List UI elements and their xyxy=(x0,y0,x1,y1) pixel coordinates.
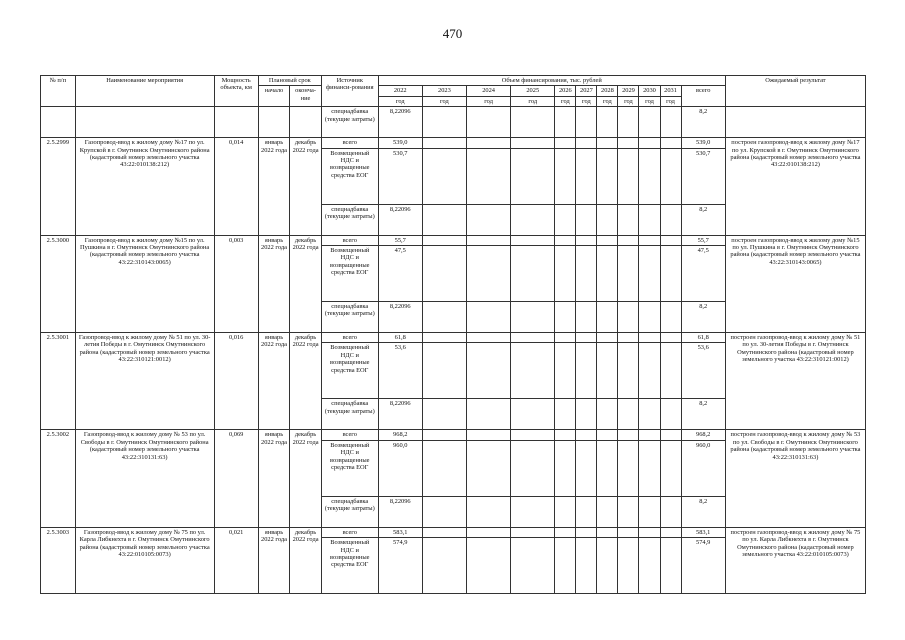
value-empty xyxy=(618,496,639,527)
value-empty xyxy=(576,235,597,245)
item-result: построен газопровод-ввод к жилому дому № 53 по ул. Свободы в г. Омутнинск Омутнинского района (кадастровый номер земельного участка 43:22:310131:63) xyxy=(725,430,865,527)
value-empty xyxy=(576,440,597,496)
value-empty xyxy=(555,138,576,148)
item-start: январь 2022 года xyxy=(258,333,290,430)
value-2022: 968,2 xyxy=(378,430,422,440)
header-year-unit: год xyxy=(378,96,422,106)
value-empty xyxy=(597,527,618,537)
source-cell: всего xyxy=(321,138,378,148)
value-empty xyxy=(467,527,511,537)
value-empty xyxy=(422,343,466,399)
value-empty xyxy=(576,333,597,343)
value-empty xyxy=(618,148,639,204)
source-cell: спецнадбавка (текущие затраты) xyxy=(321,204,378,235)
value-empty xyxy=(576,538,597,594)
value-empty xyxy=(467,204,511,235)
value-empty xyxy=(422,527,466,537)
source-cell: всего xyxy=(321,235,378,245)
header-year: 2028 xyxy=(597,86,618,96)
value-empty xyxy=(618,302,639,333)
value-empty xyxy=(660,302,681,333)
header-period-start: начало xyxy=(258,86,290,107)
item-start: январь 2022 года xyxy=(258,527,290,593)
value-empty xyxy=(555,148,576,204)
header-volume: Объем финансирования, тыс. рублей xyxy=(378,76,725,86)
value-empty xyxy=(555,496,576,527)
header-year: 2026 xyxy=(555,86,576,96)
value-2022: 530,7 xyxy=(378,148,422,204)
value-empty xyxy=(511,440,555,496)
value-empty xyxy=(422,440,466,496)
value-empty xyxy=(576,246,597,302)
header-total: всего xyxy=(681,86,725,107)
value-2022: 53,6 xyxy=(378,343,422,399)
value-2022: 8,22096 xyxy=(378,204,422,235)
value-empty xyxy=(639,538,660,594)
item-end: декабрь 2022 года xyxy=(290,333,322,430)
value-total: 47,5 xyxy=(681,246,725,302)
item-row xyxy=(41,235,866,245)
value-empty xyxy=(511,496,555,527)
value-empty xyxy=(597,204,618,235)
value-empty xyxy=(576,496,597,527)
value-empty xyxy=(639,302,660,333)
item-row xyxy=(41,138,866,148)
value-empty xyxy=(639,138,660,148)
value-empty xyxy=(618,333,639,343)
source-cell: Возмещенный НДС и возвращенные средства ЕОГ xyxy=(321,148,378,204)
value-empty xyxy=(511,302,555,333)
item-row xyxy=(41,430,866,440)
value-total: 8,2 xyxy=(681,204,725,235)
item-result: построен газопровод-ввод к жилому дому №17 по ул. Крупской в г. Омутнинск Омутнинского района (кадастровый номер земельного участка 43:22:010138:212) xyxy=(725,138,865,235)
value-empty xyxy=(576,148,597,204)
source-cell: Возмещенный НДС и возвращенные средства ЕОГ xyxy=(321,538,378,594)
value-empty xyxy=(597,343,618,399)
item-end: декабрь 2022 года xyxy=(290,430,322,527)
source-cell: Возмещенный НДС и возвращенные средства ЕОГ xyxy=(321,343,378,399)
value-empty xyxy=(511,138,555,148)
value-empty xyxy=(422,302,466,333)
value-2022: 47,5 xyxy=(378,246,422,302)
item-end: декабрь 2022 года xyxy=(290,235,322,332)
value-2022: 539,0 xyxy=(378,138,422,148)
value-empty xyxy=(597,440,618,496)
item-row xyxy=(41,527,866,537)
header-num: № п/п xyxy=(41,76,76,107)
header-period-end: оконча-ние xyxy=(290,86,322,107)
value-total: 61,8 xyxy=(681,333,725,343)
value-empty xyxy=(467,538,511,594)
value-2022: 960,0 xyxy=(378,440,422,496)
value-empty xyxy=(422,430,466,440)
value-empty xyxy=(422,204,466,235)
value-empty xyxy=(467,440,511,496)
value-empty xyxy=(597,138,618,148)
header-year: 2023 xyxy=(422,86,466,96)
item-name: Газопровод-ввод к жилому дому № 53 по ул. Свободы в г. Омутнинск Омутнинского района (кадастровый номер земельного участка 43:22:310131:63) xyxy=(75,430,214,527)
value-empty xyxy=(422,235,466,245)
item-result: построен газопровод-ввод к жилому дому № 51 по ул. 30-летия Победы в г. Омутнинск Омутнинского района (кадастровый номер земельного участка 43:22:310121:0012) xyxy=(725,333,865,430)
header-year: 2025 xyxy=(511,86,555,96)
header-source: Источник финанси-рования xyxy=(321,76,378,107)
value-empty xyxy=(511,204,555,235)
value-total: 55,7 xyxy=(681,235,725,245)
header-year: 2031 xyxy=(660,86,681,96)
value-empty xyxy=(511,148,555,204)
source-cell: Возмещенный НДС и возвращенные средства ЕОГ xyxy=(321,440,378,496)
value-empty xyxy=(639,204,660,235)
value-empty xyxy=(555,538,576,594)
value-empty xyxy=(660,430,681,440)
value-empty xyxy=(422,333,466,343)
table-header xyxy=(41,76,866,107)
financing-table xyxy=(40,75,866,594)
value-empty xyxy=(639,399,660,430)
value-empty xyxy=(576,527,597,537)
value-empty xyxy=(597,246,618,302)
value-empty xyxy=(639,235,660,245)
value-total: 8,2 xyxy=(681,107,725,138)
header-year-unit: год xyxy=(555,96,576,106)
page-number: 470 xyxy=(442,26,463,41)
item-name: Газопровод-ввод к жилому дому № 51 по ул. 30-летия Победы в г. Омутнинск Омутнинского района (кадастровый номер земельного участка 43:22:310121:0012) xyxy=(75,333,214,430)
carry-row xyxy=(41,107,866,138)
value-empty xyxy=(467,343,511,399)
value-2022: 8,22096 xyxy=(378,302,422,333)
header-year: 2030 xyxy=(639,86,660,96)
header-year: 2029 xyxy=(618,86,639,96)
source-cell: спецнадбавка (текущие затраты) xyxy=(321,496,378,527)
value-empty xyxy=(597,302,618,333)
value-empty xyxy=(467,399,511,430)
value-total: 968,2 xyxy=(681,430,725,440)
value-empty xyxy=(597,235,618,245)
value-empty xyxy=(660,496,681,527)
value-2022: 61,8 xyxy=(378,333,422,343)
value-empty xyxy=(597,333,618,343)
value-empty xyxy=(660,148,681,204)
value-total: 8,2 xyxy=(681,496,725,527)
item-capacity: 0,021 xyxy=(214,527,258,593)
value-empty xyxy=(639,440,660,496)
value-empty xyxy=(511,343,555,399)
header-year: 2022 xyxy=(378,86,422,96)
header-year-unit: год xyxy=(639,96,660,106)
header-year-unit: год xyxy=(597,96,618,106)
item-name: Газопровод-ввод к жилому дому № 75 по ул. Карла Либкнехта в г. Омутнинск Омутнинского района (кадастровый номер земельного участка 43:22:010105:0073) xyxy=(75,527,214,593)
value-total: 574,9 xyxy=(681,538,725,594)
value-empty xyxy=(618,430,639,440)
header-result: Ожидаемый результат xyxy=(725,76,865,107)
value-empty xyxy=(597,538,618,594)
value-empty xyxy=(660,333,681,343)
value-empty xyxy=(555,302,576,333)
value-empty xyxy=(467,148,511,204)
value-empty xyxy=(576,204,597,235)
value-empty xyxy=(467,138,511,148)
value-empty xyxy=(639,246,660,302)
value-empty xyxy=(555,343,576,399)
value-empty xyxy=(511,538,555,594)
source-cell: всего xyxy=(321,333,378,343)
value-empty xyxy=(555,246,576,302)
value-empty xyxy=(511,333,555,343)
value-2022: 8,22096 xyxy=(378,496,422,527)
value-empty xyxy=(422,148,466,204)
value-empty xyxy=(422,138,466,148)
value-total: 530,7 xyxy=(681,148,725,204)
value-empty xyxy=(618,527,639,537)
header-capacity: Мощность объекта, км xyxy=(214,76,258,107)
value-empty xyxy=(467,496,511,527)
value-empty xyxy=(639,333,660,343)
item-name: Газопровод-ввод к жилому дому №15 по ул. Пушкина в г. Омутнинск Омутнинского района (кадастровый номер земельного участка 43:22:310143:0065) xyxy=(75,235,214,332)
value-empty xyxy=(660,235,681,245)
value-2022: 583,1 xyxy=(378,527,422,537)
item-number: 2.5.3003 xyxy=(41,527,76,593)
header-year: 2027 xyxy=(576,86,597,96)
header-year-unit: год xyxy=(422,96,466,106)
value-empty xyxy=(618,538,639,594)
value-total: 960,0 xyxy=(681,440,725,496)
value-empty xyxy=(511,430,555,440)
item-name: Газопровод-ввод к жилому дому №17 по ул. Крупской в г. Омутнинск Омутнинского района (кадастровый номер земельного участка 43:22:010138:212) xyxy=(75,138,214,235)
value-empty xyxy=(660,204,681,235)
value-empty xyxy=(555,430,576,440)
item-end: декабрь 2022 года xyxy=(290,527,322,593)
value-empty xyxy=(467,235,511,245)
value-empty xyxy=(555,440,576,496)
value-empty xyxy=(639,496,660,527)
source-cell: всего xyxy=(321,527,378,537)
item-start: январь 2022 года xyxy=(258,430,290,527)
value-total: 8,2 xyxy=(681,399,725,430)
value-empty xyxy=(618,440,639,496)
value-empty xyxy=(660,440,681,496)
value-empty xyxy=(555,399,576,430)
source-cell: Возмещенный НДС и возвращенные средства ЕОГ xyxy=(321,246,378,302)
value-empty xyxy=(422,538,466,594)
value-empty xyxy=(555,333,576,343)
item-capacity: 0,069 xyxy=(214,430,258,527)
value-empty xyxy=(576,138,597,148)
value-empty xyxy=(511,246,555,302)
header-year-unit: год xyxy=(511,96,555,106)
source-cell: спецнадбавка (текущие затраты) xyxy=(321,107,378,138)
value-empty xyxy=(618,204,639,235)
value-empty xyxy=(576,302,597,333)
value-empty xyxy=(511,235,555,245)
value-empty xyxy=(618,246,639,302)
value-empty xyxy=(660,138,681,148)
value-empty xyxy=(576,343,597,399)
value-2022: 8,22096 xyxy=(378,399,422,430)
item-capacity: 0,014 xyxy=(214,138,258,235)
item-end: декабрь 2022 года xyxy=(290,138,322,235)
value-empty xyxy=(422,399,466,430)
table-body xyxy=(41,107,866,594)
value-empty xyxy=(660,399,681,430)
value-empty xyxy=(660,538,681,594)
value-empty xyxy=(467,333,511,343)
value-2022: 8,22096 xyxy=(378,107,422,138)
item-start: январь 2022 года xyxy=(258,138,290,235)
value-empty xyxy=(422,496,466,527)
value-empty xyxy=(422,246,466,302)
value-empty xyxy=(660,343,681,399)
value-empty xyxy=(555,527,576,537)
value-empty xyxy=(555,235,576,245)
value-empty xyxy=(597,148,618,204)
value-empty xyxy=(618,235,639,245)
value-empty xyxy=(639,148,660,204)
source-cell: спецнадбавка (текущие затраты) xyxy=(321,399,378,430)
value-empty xyxy=(618,343,639,399)
value-total: 53,6 xyxy=(681,343,725,399)
value-empty xyxy=(597,399,618,430)
item-capacity: 0,003 xyxy=(214,235,258,332)
source-cell: всего xyxy=(321,430,378,440)
value-total: 8,2 xyxy=(681,302,725,333)
value-empty xyxy=(660,527,681,537)
value-empty xyxy=(639,343,660,399)
header-year-unit: год xyxy=(618,96,639,106)
item-capacity: 0,016 xyxy=(214,333,258,430)
value-empty xyxy=(639,430,660,440)
value-total: 583,1 xyxy=(681,527,725,537)
value-empty xyxy=(511,527,555,537)
value-empty xyxy=(467,246,511,302)
value-empty xyxy=(467,302,511,333)
header-year-unit: год xyxy=(467,96,511,106)
value-empty xyxy=(555,204,576,235)
value-empty xyxy=(576,399,597,430)
value-total: 539,0 xyxy=(681,138,725,148)
value-2022: 55,7 xyxy=(378,235,422,245)
value-empty xyxy=(597,430,618,440)
source-cell: спецнадбавка (текущие затраты) xyxy=(321,302,378,333)
value-empty xyxy=(576,430,597,440)
header-year: 2024 xyxy=(467,86,511,96)
item-start: январь 2022 года xyxy=(258,235,290,332)
header-name: Наименование мероприятия xyxy=(75,76,214,107)
value-empty xyxy=(467,430,511,440)
item-number: 2.5.3002 xyxy=(41,430,76,527)
item-result: построен газопровод-ввод к жилому дому № 75 по ул. Карла Либкнехта в г. Омутнинск Омутнинского района (кадастровый номер земельного участка 43:22:010105:0073) xyxy=(725,527,865,593)
header-year-unit: год xyxy=(660,96,681,106)
item-number: 2.5.3001 xyxy=(41,333,76,430)
value-empty xyxy=(639,527,660,537)
value-empty xyxy=(618,138,639,148)
value-empty xyxy=(618,399,639,430)
item-number: 2.5.2999 xyxy=(41,138,76,235)
item-number: 2.5.3000 xyxy=(41,235,76,332)
header-period: Плановый срок xyxy=(258,76,321,86)
item-row xyxy=(41,333,866,343)
header-year-unit: год xyxy=(576,96,597,106)
value-empty xyxy=(597,496,618,527)
value-empty xyxy=(511,399,555,430)
item-result: построен газопровод-ввод к жилому дому №15 по ул. Пушкина в г. Омутнинск Омутнинского района (кадастровый номер земельного участка 43:22:310143:0065) xyxy=(725,235,865,332)
value-empty xyxy=(660,246,681,302)
value-2022: 574,9 xyxy=(378,538,422,594)
